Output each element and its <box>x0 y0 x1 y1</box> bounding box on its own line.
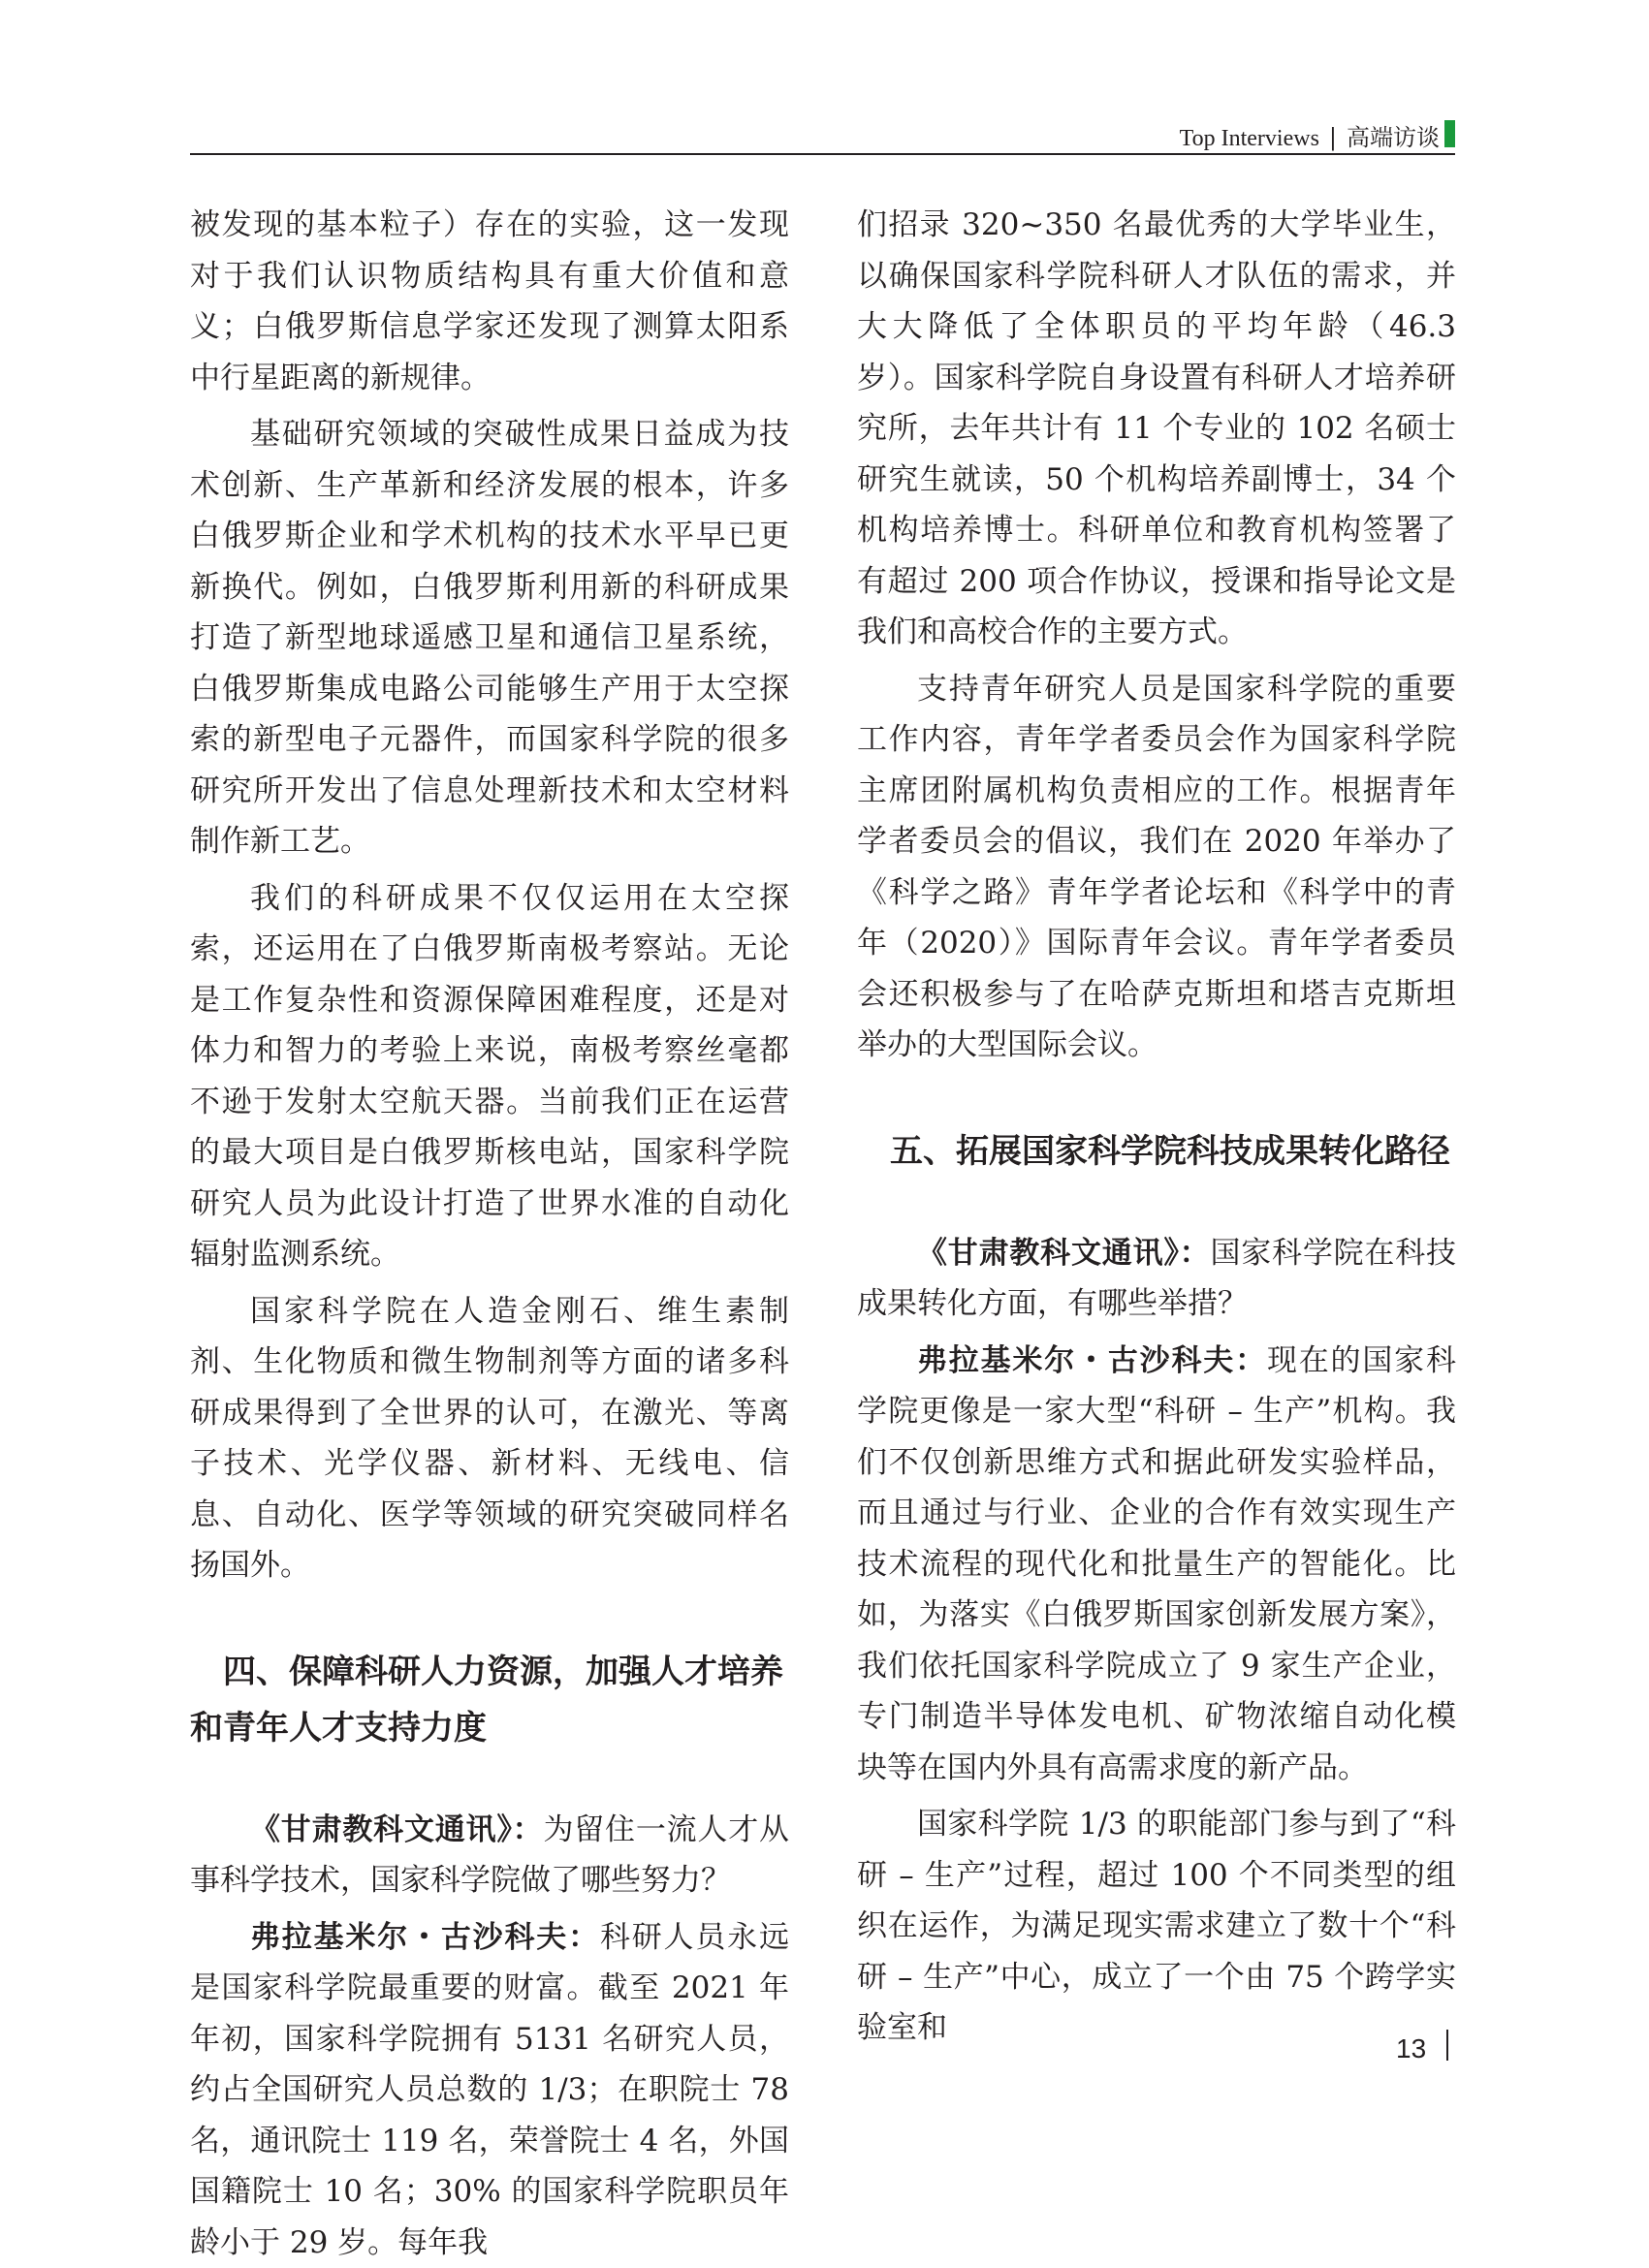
left-column <box>190 200 789 2268</box>
left-answer <box>190 1912 789 2268</box>
right-column <box>857 200 1456 2054</box>
interviewee-name: 弗拉基米尔・古沙科夫： <box>250 1920 600 1955</box>
magazine-name: 《甘肃教科文通讯》： <box>250 1812 543 1847</box>
interviewee-name: 弗拉基米尔・古沙科夫： <box>917 1343 1267 1378</box>
magazine-name: 《甘肃教科文通讯》： <box>917 1236 1210 1271</box>
running-header <box>190 114 1455 153</box>
section-heading-5: 五、拓展国家科学院科技成果转化路径 <box>857 1123 1456 1180</box>
section-heading-4: 四、保障科研人力资源，加强人才培养和青年人才支持力度 <box>190 1644 789 1756</box>
left-paragraph-1: 被发现的基本粒子）存在的实验，这一发现对于我们认识物质结构具有重大价值和意义；白俄罗斯信息学家还发现了测算太阳系中行星距离的新规律。 <box>190 200 789 403</box>
left-paragraph-2: 基础研究领域的突破性成果日益成为技术创新、生产革新和经济发展的根本，许多白俄罗斯企业和学术机构的技术水平早已更新换代。例如，白俄罗斯利用新的科研成果打造了新型地球遥感卫星和通信卫星系统，白俄罗斯集成电路公司能够生产用于太空探索的新型电子元器件，而国家科学院的很多研究所开发出了信息处理新技术和太空材料制作新工艺。 <box>190 409 789 867</box>
right-paragraph-2: 支持青年研究人员是国家科学院的重要工作内容，青年学者委员会作为国家科学院主席团附属机构负责相应的工作。根据青年学者委员会的倡议，我们在 2020 年举办了《科学之路》青年学者论坛和《科学中的青年（2020）》国际青年会议。青年学者委员会还积极参与了在哈萨克斯坦和塔吉克斯坦举办的大型国际会议。 <box>857 664 1456 1071</box>
right-answer <box>857 1336 1456 1794</box>
footer-divider <box>1446 2030 1448 2061</box>
right-paragraph-1: 们招录 320~350 名最优秀的大学毕业生，以确保国家科学院科研人才队伍的需求，并大大降低了全体职员的平均年龄（46.3 岁）。国家科学院自身设置有科研人才培养研究所，去年共计有 11 个专业的 102 名硕士研究生就读，50 个机构培养副博士，34 个机构培养博士。科研单位和教育机构签署了有超过 200 项合作协议，授课和指导论文是我们和高校合作的主要方式。 <box>857 200 1456 658</box>
left-question <box>190 1805 789 1906</box>
header-column-en: Top Interviews <box>1180 126 1319 151</box>
header-column-zh: 高端访谈 <box>1347 124 1440 151</box>
question-text: 国家科学院在科技成果转化方面，有哪些举措？ <box>857 1236 1456 1322</box>
question-text: 为留住一流人才从事科学技术，国家科学院做了哪些努力？ <box>190 1812 789 1899</box>
right-paragraph-3: 国家科学院 1/3 的职能部门参与到了“科研 – 生产”过程，超过 100 个不同类型的组织在运作，为满足现实需求建立了数十个“科研 – 生产”中心，成立了一个由 75 个跨学实验室和 <box>857 1799 1456 2054</box>
header-rule <box>190 153 1455 155</box>
left-paragraph-4: 国家科学院在人造金刚石、维生素制剂、生化物质和微生物制剂等方面的诸多科研成果得到了全世界的认可，在激光、等离子技术、光学仪器、新材料、无线电、信息、自动化、医学等领域的研究突破同样名扬国外。 <box>190 1286 789 1591</box>
answer-text: 现在的国家科学院更像是一家大型“科研 – 生产”机构。我们不仅创新思维方式和据此研发实验样品，而且通过与行业、企业的合作有效实现生产技术流程的现代化和批量生产的智能化。比如，为落实《白俄罗斯国家创新发展方案》，我们依托国家科学院成立了 9 家生产企业，专门制造半导体发电机、矿物浓缩自动化模块等在国内外具有高需求度的新产品。 <box>857 1343 1456 1785</box>
header-accent-block-icon <box>1444 120 1455 147</box>
header-text <box>1180 118 1440 152</box>
answer-text: 科研人员永远是国家科学院最重要的财富。截至 2021 年年初，国家科学院拥有 5131 名研究人员，约占全国研究人员总数的 1/3；在职院士 78 名，通讯院士 119 名，荣誉院士 4 名，外国国籍院士 10 名；30% 的国家科学院职员年龄小于 29 岁。每年我 <box>190 1920 789 2260</box>
left-paragraph-3: 我们的科研成果不仅仅运用在太空探索，还运用在了白俄罗斯南极考察站。无论是工作复杂性和资源保障困难程度，还是对体力和智力的考验上来说，南极考察丝毫都不逊于发射太空航天器。当前我们正在运营的最大项目是白俄罗斯核电站，国家科学院研究人员为此设计打造了世界水准的自动化辐射监测系统。 <box>190 873 789 1280</box>
header-separator: | <box>1329 124 1337 151</box>
right-question <box>857 1228 1456 1330</box>
page-number: 13 <box>1396 2033 1426 2064</box>
